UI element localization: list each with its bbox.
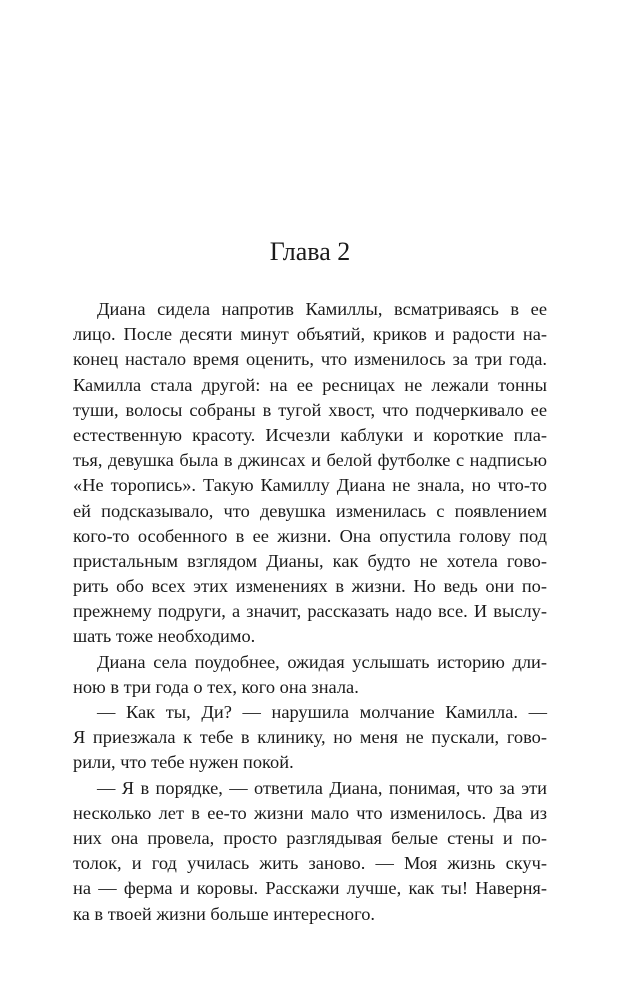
paragraph bbox=[73, 297, 547, 650]
text-line: них она провела, просто разглядывая белые стены и по- bbox=[73, 827, 547, 848]
text-line: рить обо всех этих изменениях в жизни. Но ведь они по- bbox=[73, 576, 547, 597]
text-line: Диана села поудобнее, ожидая услышать историю дли- bbox=[97, 651, 547, 672]
chapter-body bbox=[73, 297, 547, 927]
text-line: — Как ты, Ди? — нарушила молчание Камилла. — bbox=[97, 702, 547, 722]
text-line: лицо. После десяти минут объятий, криков и радости на- bbox=[73, 324, 547, 345]
text-line: — Я в порядке, — ответила Диана, понимая, что за эти bbox=[97, 777, 547, 798]
text-line: ей подсказывало, что девушка изменилась с появлением bbox=[73, 500, 547, 521]
text-line: пристальным взглядом Дианы, как будто не хотела гово- bbox=[73, 550, 547, 571]
text-line: на — ферма и коровы. Расскажи лучше, как ты! Наверня- bbox=[73, 878, 547, 899]
paragraph bbox=[73, 776, 547, 927]
text-line: шать тоже необходимо. bbox=[73, 626, 256, 647]
chapter-title: Глава 2 bbox=[269, 237, 351, 266]
text-line: тья, девушка была в джинсах и белой футболке с надписью bbox=[73, 450, 547, 471]
book-page bbox=[73, 0, 547, 1000]
text-line: ною в три года о тех, кого она знала. bbox=[73, 676, 359, 697]
text-line: несколько лет в ее-то жизни мало что изменилось. Два из bbox=[73, 802, 547, 823]
text-line: «Не торопись». Такую Камиллу Диана не знала, но что-то bbox=[73, 475, 547, 496]
text-line: ка в твоей жизни больше интересного. bbox=[73, 903, 375, 924]
text-line: Диана сидела напротив Камиллы, всматриваясь в ее bbox=[97, 299, 547, 319]
text-line: туши, волосы собраны в тугой хвост, что подчеркивало ее bbox=[73, 399, 547, 420]
text-line: кого-то особенного в ее жизни. Она опустила голову под bbox=[73, 525, 547, 546]
text-line: толок, и год училась жить заново. — Моя жизнь скуч- bbox=[73, 853, 547, 874]
text-line: Камилла стала другой: на ее ресницах не лежали тонны bbox=[73, 374, 547, 395]
text-line: рили, что тебе нужен покой. bbox=[73, 752, 294, 773]
text-line: Я приезжала к тебе в клинику, но меня не пускали, гово- bbox=[73, 727, 547, 748]
text-line: прежнему подруги, а значит, рассказать надо все. И выслу- bbox=[73, 601, 547, 622]
paragraph bbox=[73, 650, 547, 700]
text-line: естественную красоту. Исчезли каблуки и короткие пла- bbox=[73, 424, 547, 445]
text-line: конец настало время оценить, что изменилось за три года. bbox=[73, 349, 547, 370]
paragraph bbox=[73, 700, 547, 776]
